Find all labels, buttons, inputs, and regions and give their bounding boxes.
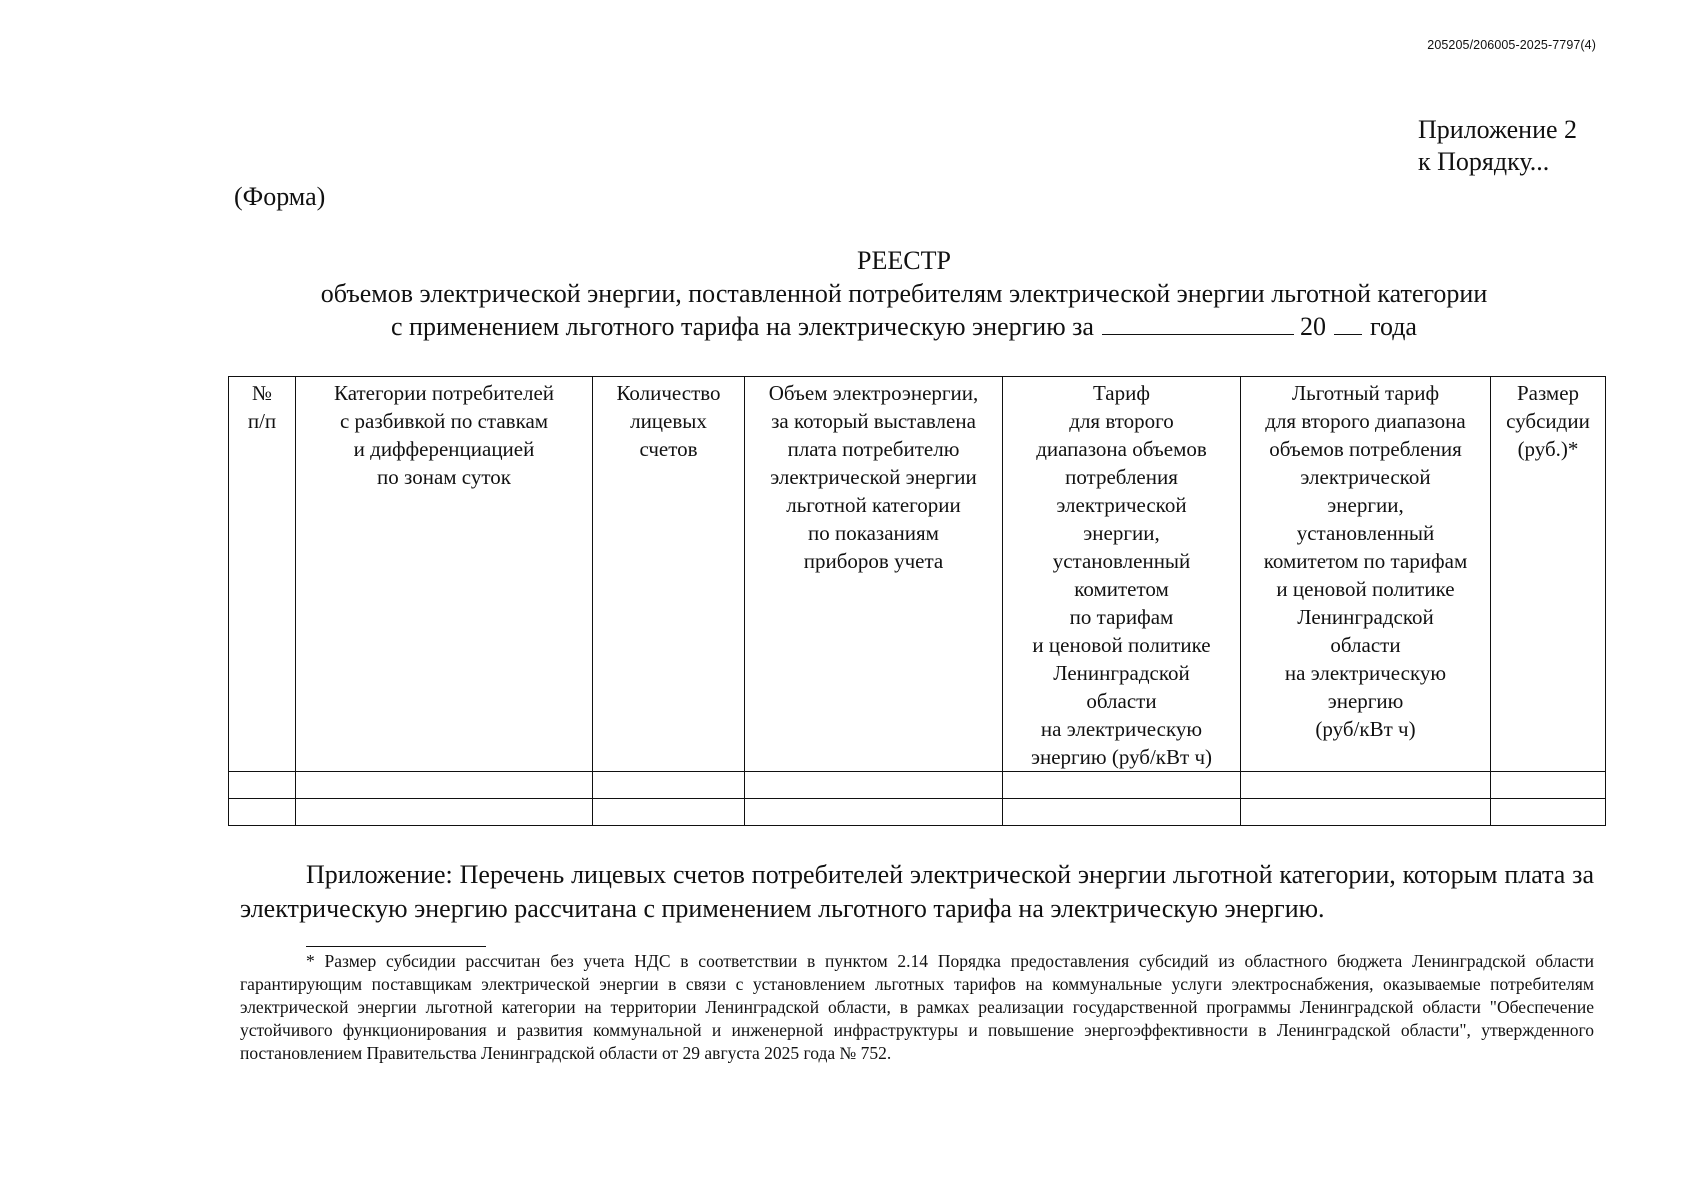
registry-table [228, 376, 1606, 826]
period-blank [1102, 312, 1294, 335]
appendix-line-2: к Порядку... [1418, 147, 1550, 176]
column-header: Размер субсидии (руб.)* [1491, 377, 1606, 772]
column-header: Объем электроэнергии, за который выставлена плата потребителю электрической энергии льготной категории по показаниям приборов учета [745, 377, 1003, 772]
year-blank [1334, 312, 1362, 335]
appendix-line-1: Приложение 2 [1418, 115, 1578, 144]
subtitle-suffix: года [1369, 312, 1417, 341]
year-prefix: 20 [1299, 312, 1326, 341]
attachment-note: Приложение: Перечень лицевых счетов потребителей электрической энергии льготной категории, которым плата за электрическую энергию рассчитана с применением льготного тарифа на электрическую энергию. [240, 860, 1594, 923]
table-row [229, 772, 1606, 799]
appendix-label [1418, 114, 1577, 178]
table-cell [229, 799, 296, 826]
table-header-row [229, 377, 1606, 772]
table-cell [745, 772, 1003, 799]
registration-number: 205205/206005-2025-7797(4) [1427, 38, 1596, 52]
column-header: Льготный тариф для второго диапазона объемов потребления электрической энергии, установленный комитетом по тарифам и ценовой политике Ленинградской области на электрическую энергию (руб/кВт ч) [1241, 377, 1491, 772]
table-row [229, 799, 1606, 826]
footnote: * Размер субсидии рассчитан без учета НДС в соответствии в пунктом 2.14 Порядка предоставления субсидий из областного бюджета Ленинградской области гарантирующим поставщикам электрической энергии в связи с установлением льготных тарифов на коммунальные услуги электроснабжения, оказываемые потребителям электрической энергии льготной категории на территории Ленинградской области, в рамках реализации государственной программы Ленинградской области "Обеспечение устойчивого функционирования и развития коммунальной и инженерной инфраструктуры и повышение энергоэффективности в Ленинградской области", утвержденного постановлением Правительства Ленинградской области от 29 августа 2025 года № 752. [240, 951, 1594, 1063]
document-title: РЕЕСТР [857, 246, 951, 275]
document-subtitle-line-2 [200, 310, 1608, 343]
table-cell [593, 772, 745, 799]
table-cell [1491, 772, 1606, 799]
table-cell [296, 799, 593, 826]
table-cell [1491, 799, 1606, 826]
table-cell [296, 772, 593, 799]
column-header: № п/п [229, 377, 296, 772]
subtitle-prefix: с применением льготного тарифа на электрическую энергию за [391, 312, 1094, 341]
form-label: (Форма) [234, 182, 326, 211]
table-cell [229, 772, 296, 799]
table-cell [745, 799, 1003, 826]
table-cell [1241, 799, 1491, 826]
document-subtitle-line-1: объемов электрической энергии, поставленной потребителям электрической энергии льготной категории [320, 279, 1488, 308]
table-cell [1003, 799, 1241, 826]
table-cell [1003, 772, 1241, 799]
footnote-divider [306, 946, 486, 947]
table-cell [593, 799, 745, 826]
column-header: Категории потребителей с разбивкой по ставкам и дифференциацией по зонам суток [296, 377, 593, 772]
column-header: Количество лицевых счетов [593, 377, 745, 772]
column-header: Тариф для второго диапазона объемов потребления электрической энергии, установленный комитетом по тарифам и ценовой политике Ленинградской области на электрическую энергию (руб/кВт ч) [1003, 377, 1241, 772]
title-block [200, 244, 1608, 343]
table-cell [1241, 772, 1491, 799]
